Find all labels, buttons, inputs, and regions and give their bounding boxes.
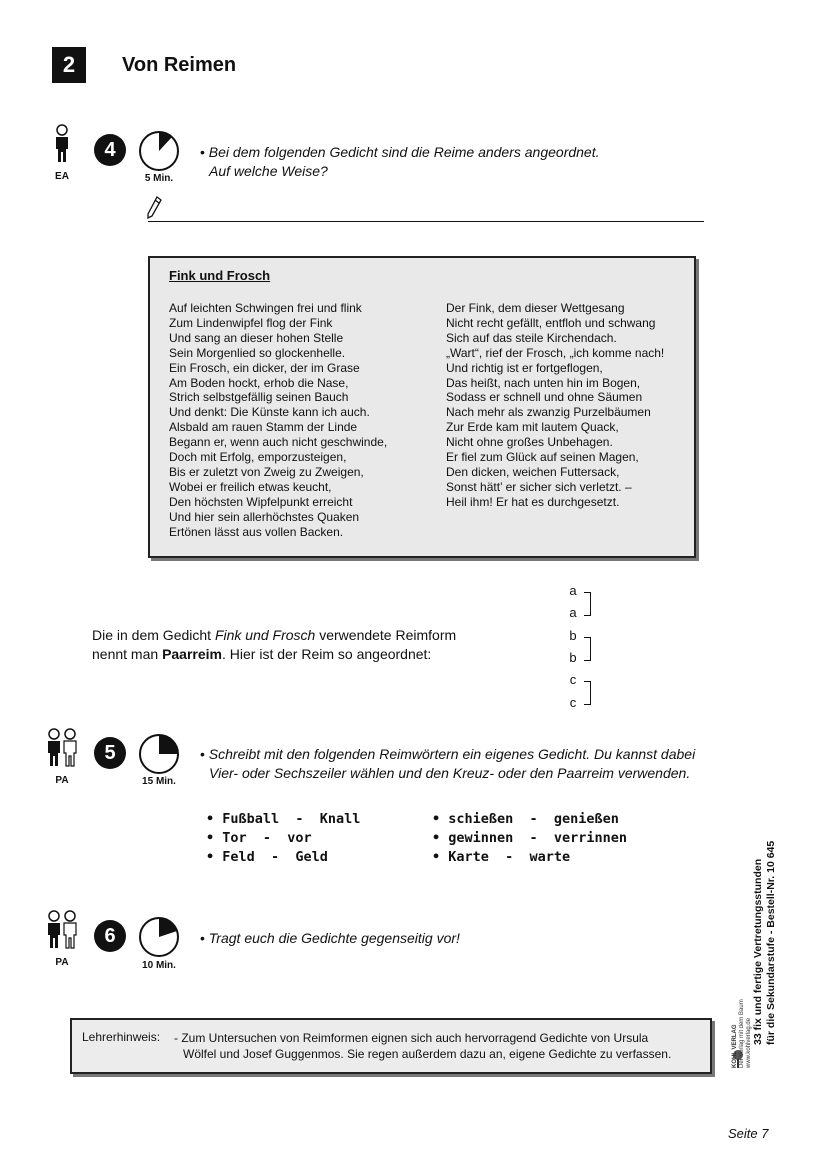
rhyme-word-pair: • schießen - genießen [432,811,619,827]
rhyme-letter: a [569,583,577,598]
rhyme-word-pair: • Tor - vor [206,830,312,846]
timer-label: 15 Min. [142,776,176,787]
social-form-label: EA [55,171,69,182]
poem-line: Und denkt: Die Künste kann ich auch. [169,405,370,420]
poem-line: Er fiel zum Glück auf seinen Magen, [446,450,639,465]
poem-line: Zur Erde kam mit lautem Quack, [446,420,619,435]
rhyme-words-left [206,810,360,867]
single-person-icon [42,124,82,182]
teacher-note-text: - Zum Untersuchen von Reimformen eignen sich auch hervorragend Gedichte von Ursula Wölfel und Josef Guggenmos. Sie regen außerdem dazu an, eigene Gedichte zu verfassen. [174,1031,672,1061]
task-number-6: 6 [94,920,126,952]
poem-line: Doch mit Erfolg, emporzusteigen, [169,450,347,465]
timer-icon [138,130,180,177]
poem-line: Und hier sein allerhöchstes Quaken [169,509,360,524]
poem-line: Der Fink, dem dieser Wettgesang [446,301,625,315]
poem-column-right [446,301,664,510]
task6-instruction: • Tragt euch die Gedichte gegenseitig vor! [200,930,460,946]
timer-label: 10 Min. [142,960,176,971]
timer-label: 5 Min. [144,173,174,184]
poem-line: Strich selbstgefällig seinen Bauch [169,390,349,405]
poem-line: Alsbald am rauen Stamm der Linde [169,420,358,435]
rhyme-letter: c [569,694,577,710]
poem-line: Und sang an dieser hohen Stelle [169,330,344,345]
social-form-label: PA [55,957,69,968]
chapter-title: Von Reimen [122,54,237,76]
poem-line: Und richtig ist er fortgeflogen, [446,360,603,375]
poem-line: Das heißt, nach unten hin im Bogen, [446,375,641,390]
rhyme-word-pair: • gewinnen - verrinnen [432,830,628,846]
rhyme-words-right [432,810,627,867]
pair-persons-icon [42,910,82,968]
poem-line: Heil ihm! Er hat es durchgesetzt. [446,494,620,509]
task4-instruction: • Bei dem folgenden Gedicht sind die Reime anders angeordnet. Auf welche Weise? [200,144,600,179]
poem-line: Begann er, wenn auch nicht geschwinde, [169,435,388,450]
timer-icon [138,916,180,963]
poem-title: Fink und Frosch [169,268,271,283]
publisher-sidebar: 33 fix und fertige Vertretungsstunden für die Sekundarstufe - Bestell-Nr. 10 645 [752,840,777,1045]
poem-line: Zum Lindenwipfel flog der Fink [169,315,333,330]
rhyme-word-pair: • Feld - Geld [206,849,328,865]
rhyme-bracket [584,681,591,705]
answer-line[interactable] [148,221,704,222]
publisher-logo: KOHL VERLAG Der Verlag mit dem Baum www.kohlverlag.de [732,999,752,1068]
poem-line: Sodass er schnell und ohne Säumen [446,390,643,405]
poem-line: Ein Frosch, ein dicker, der im Grase [169,360,360,375]
task5-instruction: • Schreibt mit den folgenden Reimwörtern ein eigenes Gedicht. Du kannst dabei Vier- oder Sechszeiler wählen und den Kreuz- oder den Paarreim verwenden. [200,746,696,781]
rhyme-letter: c [569,672,577,688]
poem-line: Den höchsten Wipfelpunkt erreicht [169,494,353,509]
rhyme-word-pair: • Fußball - Knall [206,811,361,827]
poem-line: „Wart“, rief der Frosch, „ich komme nach! [446,345,665,360]
page-number: Seite 7 [728,1126,769,1141]
poem-line: Auf leichten Schwingen frei und flink [169,301,362,315]
poem-line: Bis er zuletzt von Zweig zu Zweigen, [169,464,364,479]
pair-persons-icon [42,728,82,786]
poem-line: Den dicken, weichen Futtersack, [446,464,620,479]
timer-icon [138,733,180,780]
social-form-label: PA [55,775,69,786]
poem-line: Am Boden hockt, erhob die Nase, [169,375,349,390]
rhyme-bracket [584,637,591,661]
chapter-number: 2 [52,47,86,83]
rhyme-bracket [584,592,591,616]
rhyme-letter: b [569,649,577,665]
task-number-4: 4 [94,134,126,166]
poem-line: Sich auf das steile Kirchendach. [446,330,617,345]
teacher-note-label: Lehrerhinweis: [82,1030,161,1044]
poem-line: Sein Morgenlied so glockenhelle. [169,345,346,360]
poem-column-left [169,301,387,540]
poem-line: Wobei er freilich etwas keucht, [169,479,332,494]
rhyme-word-pair: • Karte - warte [432,849,571,865]
rhyme-explanation: Die in dem Gedicht Fink und Frosch verwendete Reimform nennt man Paarreim. Hier ist der Reim so angeordnet: [92,627,457,662]
task-number-5: 5 [94,737,126,769]
rhyme-letter: a [569,605,577,621]
poem-line: Ertönen lässt aus vollen Backen. [169,524,344,539]
poem-line: Sonst hätt’ er sicher sich verletzt. – [446,479,632,494]
rhyme-letter: b [569,627,577,643]
poem-line: Nicht recht gefällt, entfloh und schwang [446,315,656,330]
poem-line: Nach mehr als zwanzig Purzelbäumen [446,405,651,420]
poem-line: Nicht ohne großes Unbehagen. [446,435,613,450]
